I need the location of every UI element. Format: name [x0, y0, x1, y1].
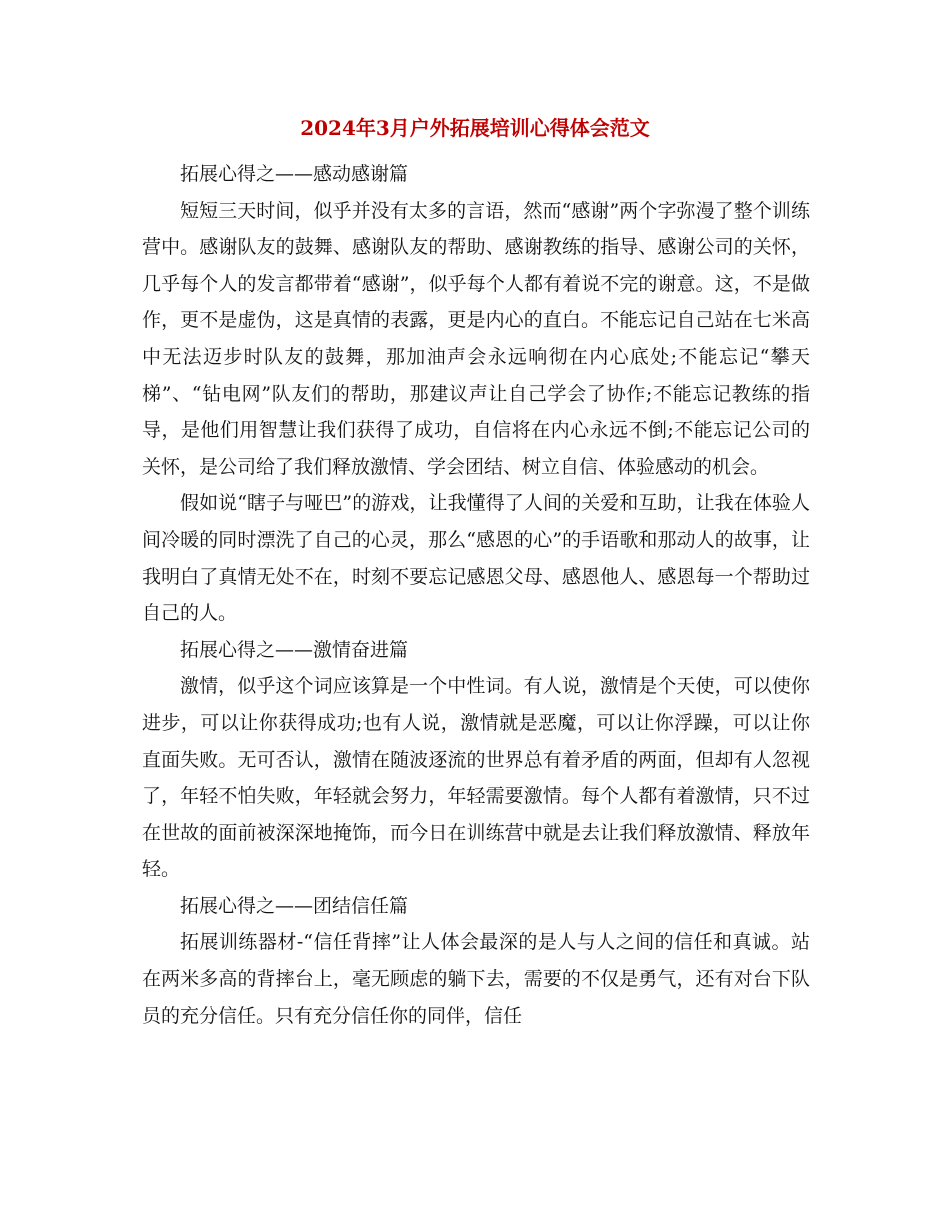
paragraph: 短短三天时间，似乎并没有太多的言语，然而“感谢”两个字弥漫了整个训练营中。感谢队友的鼓舞、感谢队友的帮助、感谢教练的指导、感谢公司的关怀，几乎每个人的发言都带着“感谢”，似乎每个人都有着说不完的谢意。这，不是做作，更不是虚伪，这是真情的表露，更是内心的直白。不能忘记自己站在七米高中无法迈步时队友的鼓舞，那加油声会永远响彻在内心底处;不能忘记“攀天梯”、“钻电网”队友们的帮助，那建议声让自己学会了协作;不能忘记教练的指导，是他们用智慧让我们获得了成功，自信将在内心永远不倒;不能忘记公司的关怀，是公司给了我们释放激情、学会团结、树立自信、体验感动的机会。	[142, 199, 810, 478]
paragraph: 假如说“瞎子与哑巴”的游戏，让我懂得了人间的关爱和互助，让我在体验人间冷暖的同时漂洗了自己的心灵，那么“感恩的心”的手语歌和那动人的故事，让我明白了真情无处不在，时刻不要忘记感恩父母、感恩他人、感恩每一个帮助过自己的人。	[142, 492, 810, 625]
document-title: 2024年3月户外拓展培训心得体会范文	[300, 116, 650, 140]
section-heading: 拓展心得之——团结信任篇	[180, 894, 409, 917]
section-heading: 拓展心得之——感动感谢篇	[180, 163, 409, 185]
section-heading: 拓展心得之——激情奋进篇	[180, 638, 409, 661]
paragraph: 拓展训练器材-“信任背摔”让人体会最深的是人与人之间的信任和真诚。站在两米多高的背摔台上，毫无顾虑的躺下去，需要的不仅是勇气，还有对台下队员的充分信任。只有充分信任你的同伴，信任	[142, 931, 810, 1027]
paragraph: 激情，似乎这个词应该算是一个中性词。有人说，激情是个天使，可以使你进步，可以让你获得成功;也有人说，激情就是恶魔，可以让你浮躁，可以让你直面失败。无可否认，激情在随波逐流的世界总有着矛盾的两面，但却有人忽视了，年轻不怕失败，年轻就会努力，年轻需要激情。每个人都有着激情，只不过在世故的面前被深深地掩饰，而今日在训练营中就是去让我们释放激情、释放年轻。	[142, 675, 810, 881]
document-body	[142, 156, 810, 1034]
